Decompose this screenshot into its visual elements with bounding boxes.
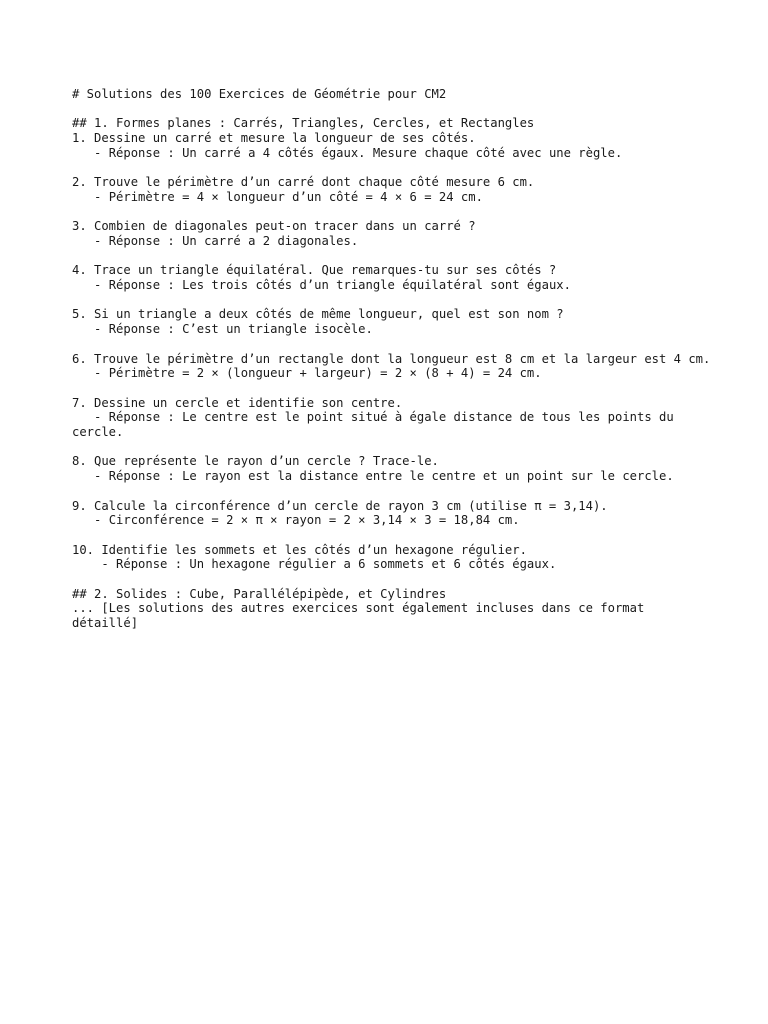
document-page: [72, 87, 712, 631]
exercise-item: [72, 543, 712, 572]
spacer: [72, 161, 712, 176]
exercise-item: [72, 131, 712, 160]
exercise-item: [72, 219, 712, 248]
spacer: [72, 484, 712, 499]
exercise-question: 7. Dessine un cercle et identifie son centre.: [72, 395, 403, 410]
spacer: [72, 293, 712, 308]
exercise-answer: - Réponse : Le centre est le point situé à égale distance de tous les points du cercle.: [72, 410, 682, 440]
spacer: [72, 102, 712, 117]
exercise-question: 9. Calcule la circonférence d’un cercle de rayon 3 cm (utilise π = 3,14).: [72, 498, 608, 513]
spacer: [72, 249, 712, 264]
exercise-answer: - Périmètre = 4 × longueur d’un côté = 4 × 6 = 24 cm.: [72, 189, 483, 204]
section-heading-solids: ## 2. Solides : Cube, Parallélépipède, et Cylindres: [72, 586, 447, 601]
spacer: [72, 381, 712, 396]
spacer: [72, 440, 712, 455]
exercise-question: 6. Trouve le périmètre d’un rectangle dont la longueur est 8 cm et la largeur est 4 cm.: [72, 351, 711, 366]
exercise-question: 8. Que représente le rayon d’un cercle ? Trace-le.: [72, 454, 439, 469]
spacer: [72, 205, 712, 220]
exercise-item: [72, 307, 712, 336]
exercise-item: [72, 454, 712, 483]
exercise-question: 1. Dessine un carré et mesure la longueur de ses côtés.: [72, 131, 476, 146]
exercise-answer: - Réponse : Les trois côtés d’un triangle équilatéral sont égaux.: [72, 278, 571, 293]
exercise-item: [72, 263, 712, 292]
exercise-item: [72, 396, 712, 440]
exercise-question: 4. Trace un triangle équilatéral. Que remarques-tu sur ses côtés ?: [72, 263, 557, 278]
section-heading-plane-shapes: ## 1. Formes planes : Carrés, Triangles, Cercles, et Rectangles: [72, 116, 535, 131]
document-title: # Solutions des 100 Exercices de Géométrie pour CM2: [72, 87, 447, 101]
exercise-answer: - Réponse : C’est un triangle isocèle.: [72, 322, 373, 337]
exercise-answer: - Réponse : Un hexagone régulier a 6 sommets et 6 côtés égaux.: [72, 557, 557, 572]
spacer: [72, 572, 712, 587]
spacer: [72, 337, 712, 352]
exercise-question: 10. Identifie les sommets et les côtés d’un hexagone régulier.: [72, 542, 527, 557]
continuation-note: ... [Les solutions des autres exercices sont également incluses dans ce format détaillé]: [72, 601, 652, 631]
exercise-question: 2. Trouve le périmètre d’un carré dont chaque côté mesure 6 cm.: [72, 175, 535, 190]
exercise-item: [72, 175, 712, 204]
exercise-answer: - Réponse : Le rayon est la distance entre le centre et un point sur le cercle.: [72, 469, 674, 484]
exercise-answer: - Circonférence = 2 × π × rayon = 2 × 3,14 × 3 = 18,84 cm.: [72, 513, 520, 528]
exercise-answer: - Réponse : Un carré a 2 diagonales.: [72, 233, 359, 248]
exercise-question: 3. Combien de diagonales peut-on tracer dans un carré ?: [72, 219, 476, 234]
exercise-question: 5. Si un triangle a deux côtés de même longueur, quel est son nom ?: [72, 307, 564, 322]
spacer: [72, 528, 712, 543]
exercise-item: [72, 352, 712, 381]
exercise-item: [72, 499, 712, 528]
exercise-answer: - Réponse : Un carré a 4 côtés égaux. Mesure chaque côté avec une règle.: [72, 145, 623, 160]
exercise-answer: - Périmètre = 2 × (longueur + largeur) = 2 × (8 + 4) = 24 cm.: [72, 366, 542, 381]
